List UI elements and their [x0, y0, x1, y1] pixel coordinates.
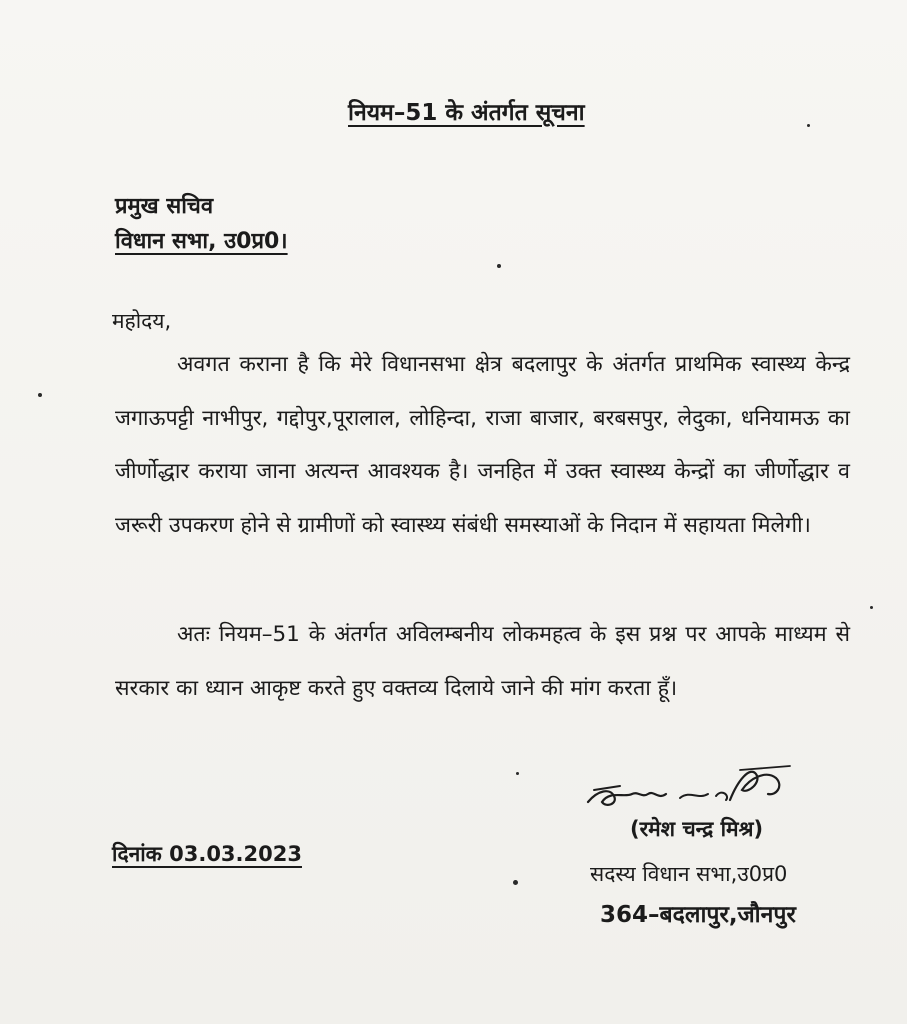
recipient-designation: प्रमुख सचिव: [115, 194, 214, 219]
scan-speck: [807, 124, 810, 127]
handwritten-signature: [580, 760, 810, 822]
body-paragraph-2: अतः नियम–51 के अंतर्गत अविलम्बनीय लोकमहत्व के इस प्रश्न पर आपके माध्यम से सरकार का ध्यान आकृष्ट करते हुए वक्तव्य दिलाये जाने की मांग करता हूँ।: [115, 622, 850, 701]
body-paragraph-1: अवगत कराना है कि मेरे विधानसभा क्षेत्र बदलापुर के अंतर्गत प्राथमिक स्वास्थ्य केन्द्र जगाऊपट्टी नाभीपुर, गद्दोपुर,पूरालाल, लोहिन्दा, राजा बाजार, बरबसपुर, लेदुका, धनियामऊ का जीर्णोद्धार कराया जाना अत्यन्त आवश्यक है। जनहित में उक्त स्वास्थ्य केन्द्रों का जीर्णोद्धार व जरूरी उपकरण होने से ग्रामीणों को स्वास्थ्य संबंधी समस्याओं के निदान में सहायता मिलेगी।: [115, 352, 850, 538]
signatory-name: (रमेश चन्द्र मिश्र): [630, 817, 764, 841]
notice-title: नियम–51 के अंतर्गत सूचना: [348, 100, 585, 126]
recipient-office: विधान सभा, उ0प्र0।: [115, 229, 288, 254]
scan-speck: [870, 606, 873, 609]
scan-speck: [38, 393, 42, 397]
salutation: महोदय,: [112, 309, 172, 333]
signatory-role: सदस्य विधान सभा,उ0प्र0: [590, 862, 788, 886]
scan-speck: [513, 880, 518, 885]
signatory-constituency: 364–बदलापुर,जौनपुर: [600, 902, 796, 928]
scan-speck: [516, 772, 519, 775]
scan-speck: [497, 264, 501, 268]
date-line: दिनांक 03.03.2023: [112, 842, 302, 866]
